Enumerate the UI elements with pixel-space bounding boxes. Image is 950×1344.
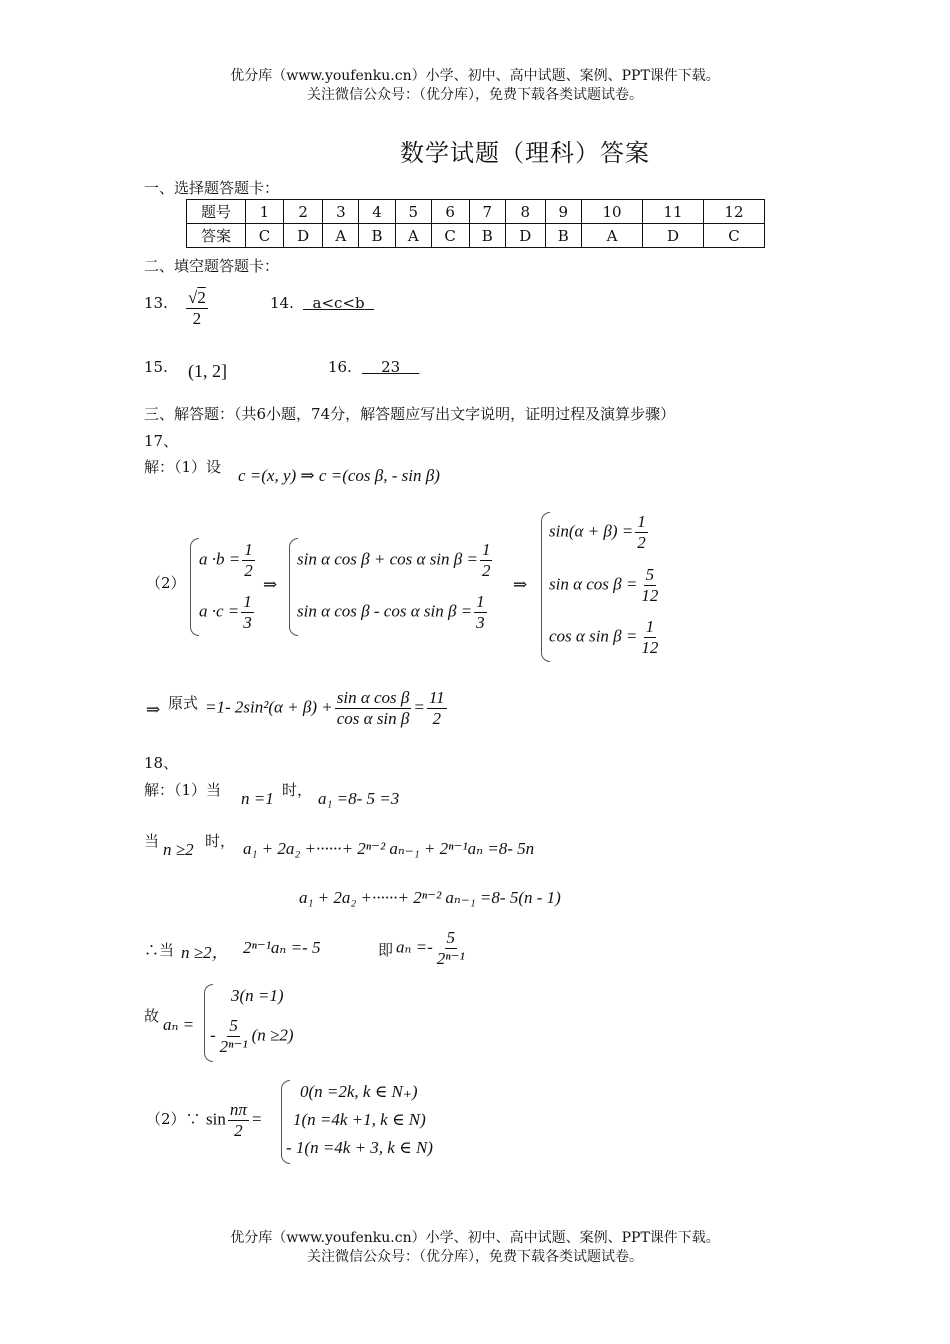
sys2-l1-num: 1 (481, 540, 491, 559)
sys2-l2-den: 3 (476, 613, 485, 632)
section-3-heading: 三、解答题：（共6小题，74分，解答题应写出文字说明，证明过程及演算步骤） (144, 405, 676, 423)
sys2-l2-num: 1 (476, 592, 485, 611)
row-label-answer: 答案 (187, 224, 246, 248)
case2-minus: - (210, 1025, 216, 1045)
system-1-brace (190, 538, 199, 636)
final-expression (205, 688, 449, 729)
q13-radicand: 2 (197, 288, 206, 307)
sys1-l2-lhs: a ·c = (199, 601, 240, 621)
part2-den: 2 (234, 1121, 243, 1140)
q17-part2-prefix: （2） (146, 574, 186, 592)
sys3-l3-den: 12 (641, 638, 659, 657)
case2-cond: (n ≥2) (251, 1025, 294, 1045)
final-frac-num: sin α cos β (336, 688, 410, 707)
table-cell: 4 (359, 200, 395, 224)
sys3-l2-lhs: sin α cos β = (549, 574, 638, 594)
line4-num: 5 (446, 928, 455, 947)
sys3-l2-num: 5 (645, 565, 655, 584)
table-cell: A (323, 224, 359, 248)
q17-label: 17、 (144, 432, 179, 450)
q16-label: 16. (328, 358, 352, 376)
footer-line-1: 优分库（www.youfenku.cn）小学、初中、高中试题、案例、PPT课件下载。 (230, 1230, 720, 1246)
case2-num: 5 (229, 1016, 238, 1035)
q13-label: 13. (144, 294, 168, 312)
arrow-2: ⇒ (513, 575, 528, 594)
p2-case-2: 1(n =4k +1, k ∈ N) (293, 1110, 426, 1129)
q18-line3-equation: a₁ + 2a₂ +······+ 2ⁿ⁻² aₙ₋₁ =8- 5(n - 1) (299, 888, 561, 907)
q13-fraction (186, 288, 208, 329)
table-cell: C (246, 224, 284, 248)
table-cell: 10 (582, 200, 643, 224)
line4-den: 2ⁿ⁻¹ (436, 949, 465, 968)
section-1-heading: 一、选择题答题卡： (144, 179, 280, 197)
sys2-l1-frac (480, 540, 493, 581)
page-title: 数学试题（理科）答案 (400, 139, 650, 167)
system-3-line-2 (549, 565, 662, 606)
q18-part1-cond: n =1 (241, 789, 274, 808)
final-result (427, 688, 447, 729)
q16-answer-text: 23 (381, 358, 401, 376)
final-expr-text: =1- 2sin²(α + β) + (205, 697, 333, 717)
table-row-answers (187, 224, 765, 248)
table-cell: B (545, 224, 581, 248)
q15-answer-text: 1, 2 (194, 361, 221, 381)
system-3-line-1 (549, 512, 650, 553)
final-arrow: ⇒ (146, 700, 161, 719)
table-cell: D (283, 224, 323, 248)
sys3-l1-num: 1 (637, 512, 646, 531)
table-cell: 9 (545, 200, 581, 224)
q13-answer (184, 288, 210, 329)
q18-label: 18、 (144, 754, 179, 772)
p2-case-1: 0(n =2k, k ∈ N₊) (300, 1082, 418, 1101)
sys3-l1-lhs: sin(α + β) = (549, 521, 634, 541)
table-cell: 3 (323, 200, 359, 224)
sys3-l2-frac (639, 565, 660, 606)
arrow-1: ⇒ (263, 575, 278, 594)
table-cell: A (395, 224, 431, 248)
sys1-l1-num: 1 (244, 540, 253, 559)
table-cell: 7 (469, 200, 505, 224)
sys1-l2-frac (241, 592, 254, 633)
final-result-num: 11 (428, 688, 445, 707)
q18-part1-result: a₁ =8- 5 =3 (318, 789, 400, 808)
row-label-number: 题号 (187, 200, 246, 224)
sys3-l1-frac (635, 512, 648, 553)
sys3-l3-num: 1 (645, 617, 655, 636)
case2-den: 2ⁿ⁻¹ (219, 1037, 248, 1056)
final-result-den: 2 (432, 709, 441, 728)
system-3-line-3 (549, 617, 662, 658)
sys2-l2-frac (474, 592, 487, 633)
sys3-l3-frac (639, 617, 660, 658)
q17-part1-formula: c =(x, y) ⇒ c =(cos β, - sin β) (238, 466, 440, 485)
final-word: 原式 (168, 694, 199, 712)
system-2-line-2 (297, 592, 489, 633)
q18-line4-cond: n ≥2， (181, 943, 229, 962)
q18-part1-when: 时， (282, 781, 313, 799)
final-frac-den: cos α sin β (336, 709, 410, 728)
q14-label: 14. (270, 294, 294, 312)
table-cell: 8 (506, 200, 546, 224)
case-2 (210, 1016, 294, 1057)
q18-line4-an (396, 928, 469, 969)
q14-answer (303, 294, 374, 312)
final-eq: = (413, 697, 425, 717)
section-2-heading: 二、填空题答题卡： (144, 257, 280, 275)
table-cell: 12 (703, 200, 764, 224)
q18-line2-cond: n ≥2 (163, 840, 194, 859)
table-cell: 6 (431, 200, 469, 224)
table-cell: C (431, 224, 469, 248)
part2-eq: = (250, 1109, 263, 1129)
q13-denominator: 2 (192, 309, 202, 328)
part2-prefix: （2）∵ (146, 1110, 201, 1128)
table-row-numbers (187, 200, 765, 224)
system-1-line-2 (199, 592, 256, 633)
part2-frac (228, 1100, 249, 1141)
sys1-l2-den: 3 (243, 613, 252, 632)
part2-sin: sin (206, 1109, 226, 1129)
q18-line2-equation: a₁ + 2a₂ +······+ 2ⁿ⁻² aₙ₋₁ + 2ⁿ⁻¹aₙ =8- 5n (243, 839, 535, 858)
table-cell: 1 (246, 200, 284, 224)
sys1-l1-lhs: a ·b = (199, 549, 241, 569)
case2-frac (218, 1016, 250, 1057)
sys1-l1-frac (242, 540, 255, 581)
table-cell: D (506, 224, 546, 248)
line4-frac (435, 928, 467, 969)
q18-part1-prefix: 解：（1）当 (144, 781, 222, 799)
table-cell: A (582, 224, 643, 248)
case-1: 3(n =1) (231, 986, 284, 1005)
sys2-l2-lhs: sin α cos β - cos α sin β = (297, 601, 473, 621)
part2-num: nπ (229, 1100, 247, 1119)
q14-answer-text: a<c<b (312, 294, 365, 312)
header-line-2: 关注微信公众号：（优分库），免费下载各类试题试卷。 (307, 87, 643, 103)
table-cell: 5 (395, 200, 431, 224)
table-cell: B (469, 224, 505, 248)
sys3-l3-lhs: cos α sin β = (549, 626, 638, 646)
table-cell: B (359, 224, 395, 248)
p2-case-3: - 1(n =4k + 3, k ∈ N) (286, 1138, 433, 1157)
q15-answer: (1, 2] (188, 361, 227, 381)
q18-line4-ji: 即 (378, 941, 394, 959)
table-cell: 2 (283, 200, 323, 224)
q18-line2-shi: 时， (205, 832, 236, 850)
q17-part1-prefix: 解：（1）设 (144, 458, 222, 476)
system-2-line-1 (297, 540, 494, 581)
table-cell: D (642, 224, 703, 248)
line4-an-lhs: aₙ =- (396, 937, 433, 957)
gu-label: 故 (144, 1007, 160, 1025)
sys2-l1-lhs: sin α cos β + cos α sin β = (297, 549, 478, 569)
sys3-l2-den: 12 (641, 586, 659, 605)
sys1-l2-num: 1 (243, 592, 252, 611)
q18-line4-equation: 2ⁿ⁻¹aₙ =- 5 (243, 938, 321, 957)
q16-answer (362, 358, 419, 376)
header-line-1: 优分库（www.youfenku.cn）小学、初中、高中试题、案例、PPT课件下载。 (230, 68, 720, 84)
system-1-line-1 (199, 540, 257, 581)
sys2-l1-den: 2 (481, 561, 491, 580)
final-frac (335, 688, 412, 729)
q13-numerator: √2 (188, 288, 206, 307)
table-cell: 11 (642, 200, 703, 224)
q18-line4-prefix: ∴当 (144, 941, 175, 959)
answer-table (186, 199, 765, 248)
sys1-l1-den: 2 (244, 561, 253, 580)
part2-expression (206, 1100, 262, 1141)
sys3-l1-den: 2 (637, 533, 646, 552)
q15-label: 15. (144, 358, 168, 376)
q18-line2-when: 当 (144, 832, 160, 850)
footer-line-2: 关注微信公众号：（优分库），免费下载各类试题试卷。 (307, 1249, 643, 1265)
table-cell: C (703, 224, 764, 248)
gu-lhs: aₙ = (163, 1015, 195, 1034)
